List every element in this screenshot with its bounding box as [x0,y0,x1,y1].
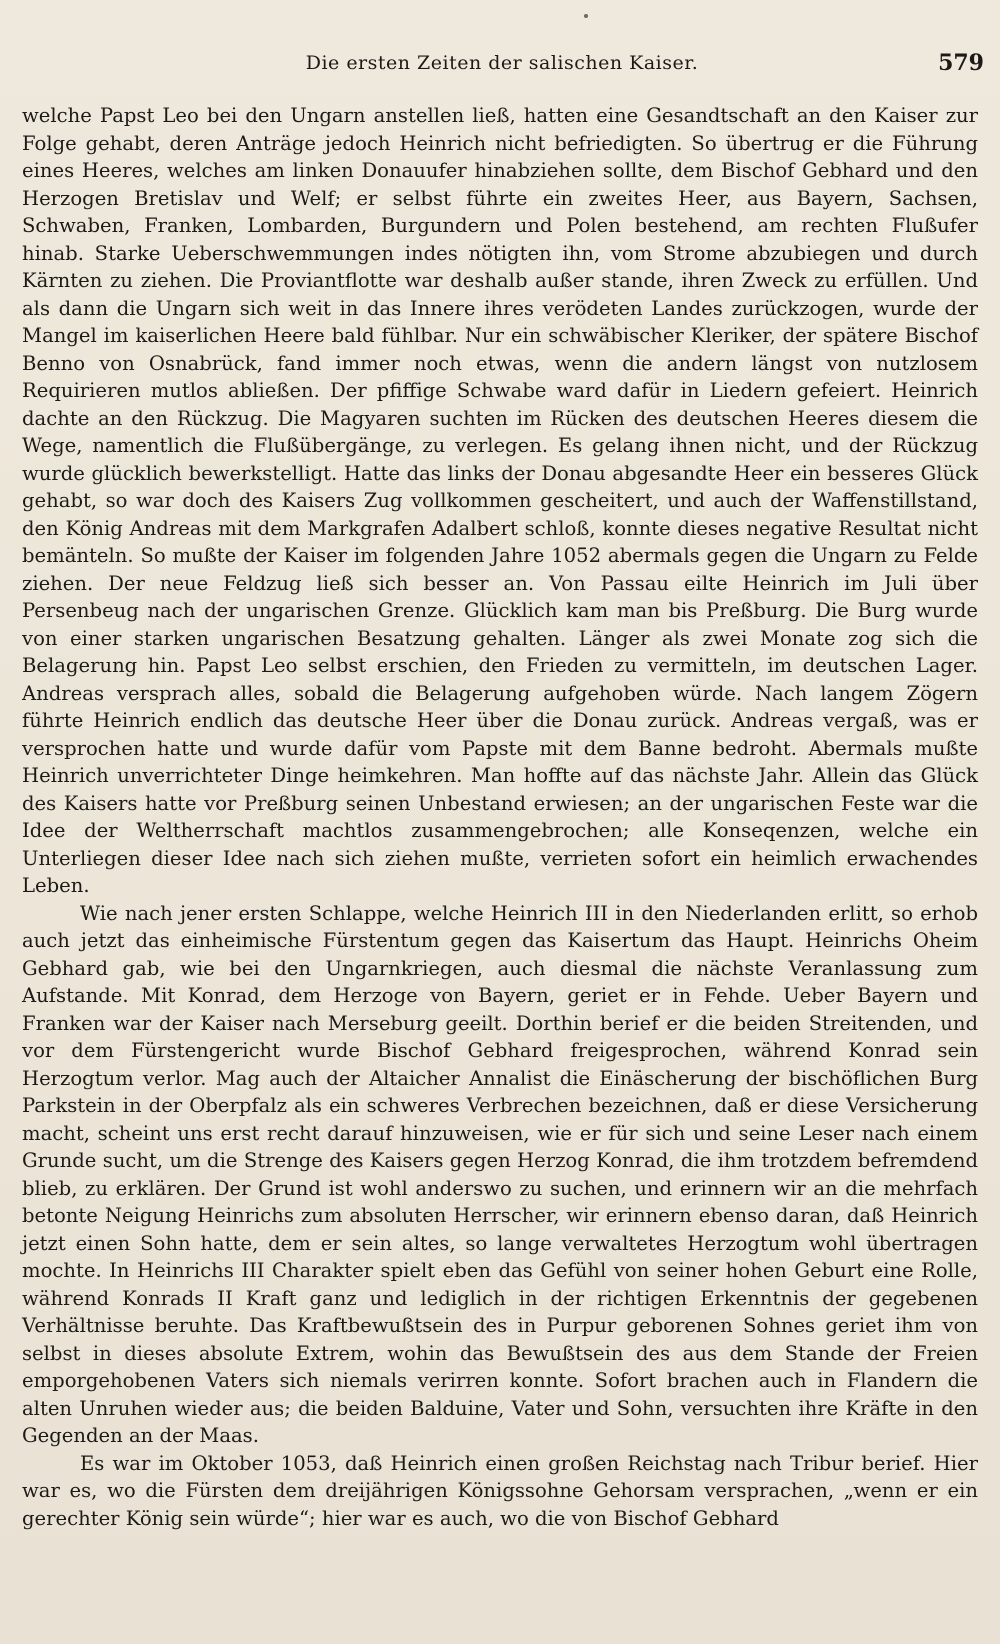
running-title: Die ersten Zeiten der salischen Kaiser. [305,52,699,74]
body-text [22,102,978,1532]
paragraph: Wie nach jener ersten Schlappe, welche Heinrich III in den Niederlanden erlitt, so erhob auch jetzt das einheimische Fürstentum gegen das Kaisertum das Haupt. Heinrichs Oheim Gebhard gab, wie bei den Ungarnkriegen, auch diesmal die nächste Veranlassung zum Aufstande. Mit Konrad, dem Herzoge von Bayern, geriet er in Fehde. Ueber Bayern und Franken war der Kaiser nach Merseburg geeilt. Dorthin berief er die beiden Streitenden, und vor dem Fürstengericht wurde Bischof Gebhard freigesprochen, während Konrad sein Herzogtum verlor. Mag auch der Altaicher Annalist die Einäscherung der bischöflichen Burg Parkstein in der Oberpfalz als ein schweres Verbrechen bezeichnen, daß er diese Versicherung macht, scheint uns erst recht darauf hinzuweisen, wie er für sich und seine Leser nach einem Grunde sucht, um die Strenge des Kaisers gegen Herzog Konrad, die ihm trotzdem befremdend blieb, zu erklären. Der Grund ist wohl anderswo zu suchen, und erinnern wir an die mehrfach betonte Neigung Heinrichs zum absoluten Herrscher, wir erinnern ebenso daran, daß Heinrich jetzt einen Sohn hatte, dem er sein altes, so lange verwaltetes Herzogtum wohl übertragen mochte. In Heinrichs III Charakter spielt eben das Gefühl von seiner hohen Geburt eine Rolle, während Konrads II Kraft ganz und lediglich in der richtigen Erkenntnis der gegebenen Verhältnisse beruhte. Das Kraftbewußtsein des in Purpur geborenen Sohnes geriet ihm von selbst in dieses absolute Extrem, wohin das Bewußtsein des aus dem Stande der Freien emporgehobenen Vaters sich niemals verirren konnte. Sofort brachen auch in Flandern die alten Unruhen wieder aus; die beiden Balduine, Vater und Sohn, versuchten ihre Kräfte in den Gegenden an der Maas. [22,901,978,1447]
paragraph: welche Papst Leo bei den Ungarn anstellen ließ, hatten eine Gesandtschaft an den Kaiser zur Folge gehabt, deren Anträge jedoch Heinrich nicht befriedigten. So übertrug er die Führung eines Heeres, welches am linken Donauufer hinabziehen sollte, dem Bischof Gebhard und den Herzogen Bretislav und Welf; er selbst führte ein zweites Heer, aus Bayern, Sachsen, Schwaben, Franken, Lombarden, Burgundern und Polen bestehend, am rechten Flußufer hinab. Starke Ueberschwemmungen indes nötigten ihn, vom Strome abzubiegen und durch Kärnten zu ziehen. Die Proviantflotte war deshalb außer stande, ihren Zweck zu erfüllen. Und als dann die Ungarn sich weit in das Innere ihres verödeten Landes zurückzogen, wurde der Mangel im kaiserlichen Heere bald fühlbar. Nur ein schwäbischer Kleriker, der spätere Bischof Benno von Osnabrück, fand immer noch etwas, wenn die andern längst von nutzlosem Requirieren mutlos abließen. Der pfiffige Schwabe ward dafür in Liedern gefeiert. Heinrich dachte an den Rückzug. Die Magyaren suchten im Rücken des deutschen Heeres diesem die Wege, namentlich die Flußübergänge, zu verlegen. Es gelang ihnen nicht, und der Rückzug wurde glücklich bewerkstelligt. Hatte das links der Donau abgesandte Heer ein besseres Glück gehabt, so war doch des Kaisers Zug vollkommen gescheitert, und auch der Waffenstillstand, den König Andreas mit dem Markgrafen Adalbert schloß, konnte dieses negative Resultat nicht bemänteln. So mußte der Kaiser im folgenden Jahre 1052 abermals gegen die Ungarn zu Felde ziehen. Der neue Feldzug ließ sich besser an. Von Passau eilte Heinrich im Juli über Persenbeug nach der ungarischen Grenze. Glücklich kam man bis Preßburg. Die Burg wurde von einer starken ungarischen Besatzung gehalten. Länger als zwei Monate zog sich die Belagerung hin. Papst Leo selbst erschien, den Frieden zu vermitteln, im deutschen Lager. Andreas versprach alles, sobald die Belagerung aufgehoben würde. Nach langem Zögern führte Heinrich endlich das deutsche Heer über die Donau zurück. Andreas vergaß, was er versprochen hatte und wurde dafür vom Papste mit dem Banne bedroht. Abermals mußte Heinrich unverrichteter Dinge heimkehren. Man hoffte auf das nächste Jahr. Allein das Glück des Kaisers hatte vor Preßburg seinen Unbestand erwiesen; an der ungarischen Feste war die Idee der Weltherrschaft machtlos zusammengebrochen; alle Konseqenzen, welche ein Unterliegen dieser Idee nach sich ziehen mußte, verrieten sofort ein heimlich erwachendes Leben. [22,104,978,897]
paragraph: Es war im Oktober 1053, daß Heinrich einen großen Reichstag nach Tribur berief. Hier war es, wo die Fürsten dem dreijährigen Königssohne Gehorsam versprachen, „wenn er ein gerechter König sein würde“; hier war es auch, wo die von Bischof Gebhard [22,1451,978,1530]
page-header [20,50,984,84]
ink-speck [584,14,588,18]
page-number: 579 [938,50,984,76]
